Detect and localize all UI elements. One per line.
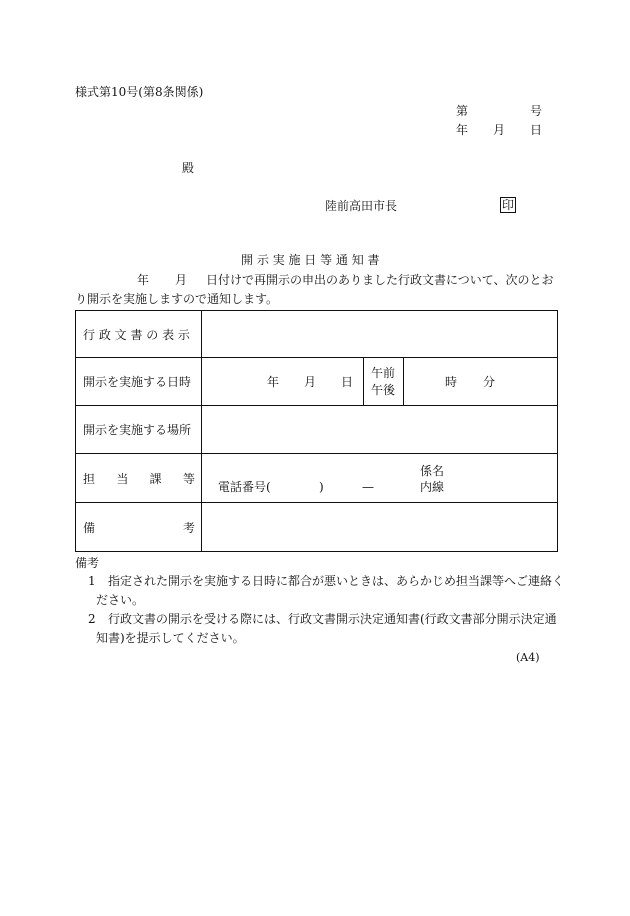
document-display-field[interactable] <box>202 311 558 358</box>
row2-hour: 時 <box>445 375 458 389</box>
intro-year: 年 <box>137 273 150 287</box>
note-number: 2 <box>88 612 96 626</box>
note-item-2 <box>88 612 557 626</box>
intro-line1: 日付けで再開示の申出のありました行政文書について、次のとお <box>206 273 554 287</box>
row2-year: 年 <box>267 375 280 389</box>
addressee-suffix: 殿 <box>182 161 195 175</box>
remarks-label-chars <box>76 519 201 536</box>
table-row <box>76 454 558 503</box>
label-disclosure-datetime: 開示を実施する日時 <box>76 358 202 406</box>
ampm-field[interactable] <box>364 358 404 406</box>
doc-number-prefix: 第 <box>456 104 469 118</box>
department-field[interactable] <box>202 454 558 503</box>
intro-month: 月 <box>175 273 188 287</box>
row2-month: 月 <box>304 375 317 389</box>
remarks-char-2: 考 <box>182 520 195 535</box>
document-title: 開 示 実 施 日 等 通 知 書 <box>241 253 380 267</box>
remarks-char-1: 備 <box>83 520 96 535</box>
department-char-1: 担 <box>83 471 96 486</box>
department-label-chars <box>76 470 201 487</box>
department-char-3: 課 <box>149 471 162 486</box>
row2-am: 午前 <box>371 366 396 380</box>
table-row <box>76 503 558 552</box>
note-text-line2: 知書)を提示してください。 <box>96 631 245 645</box>
row2-minute: 分 <box>483 375 496 389</box>
paper-size: (A4) <box>516 651 540 664</box>
label-department <box>76 454 202 503</box>
phone-label: 電話番号( <box>218 480 271 494</box>
seal-text: 印 <box>502 198 515 212</box>
date-day: 日 <box>530 123 543 137</box>
row2-day: 日 <box>341 375 354 389</box>
notes-heading: 備考 <box>75 556 100 570</box>
extension-label: 内線 <box>420 480 445 494</box>
department-char-2: 当 <box>116 471 129 486</box>
disclosure-date-field[interactable] <box>202 358 364 406</box>
table-row <box>76 406 558 454</box>
note-item-1 <box>88 574 564 588</box>
table-row <box>76 358 558 406</box>
label-remarks <box>76 503 202 552</box>
intro-line2: り開示を実施しますので通知します。 <box>75 292 279 306</box>
department-char-4: 等 <box>182 471 195 486</box>
disclosure-place-field[interactable] <box>202 406 558 454</box>
row2-pm: 午後 <box>371 383 396 397</box>
phone-dash: — <box>362 480 374 494</box>
date-month: 月 <box>493 123 506 137</box>
notification-table <box>75 310 558 552</box>
doc-number-suffix: 号 <box>530 104 543 118</box>
form-number: 様式第10号(第8条関係) <box>75 85 204 99</box>
note-text-line2: ださい。 <box>96 593 145 607</box>
note-text-line1: 指定された開示を実施する日時に都合が悪いときは、あらかじめ担当課等へご連絡く <box>108 574 565 588</box>
disclosure-time-field[interactable] <box>404 358 558 406</box>
note-number: 1 <box>88 574 96 588</box>
label-document-display: 行 政 文 書 の 表 示 <box>76 311 202 358</box>
phone-close: ) <box>319 480 324 494</box>
remarks-field[interactable] <box>202 503 558 552</box>
date-year: 年 <box>456 123 469 137</box>
label-disclosure-place: 開示を実施する場所 <box>76 406 202 454</box>
section-name-label: 係名 <box>420 464 445 478</box>
note-text-line1: 行政文書の開示を受ける際には、行政文書開示決定通知書(行政文書部分開示決定通 <box>108 612 557 626</box>
seal-mark <box>500 198 516 212</box>
issuer-name: 陸前高田市長 <box>325 199 398 213</box>
table-row <box>76 311 558 358</box>
